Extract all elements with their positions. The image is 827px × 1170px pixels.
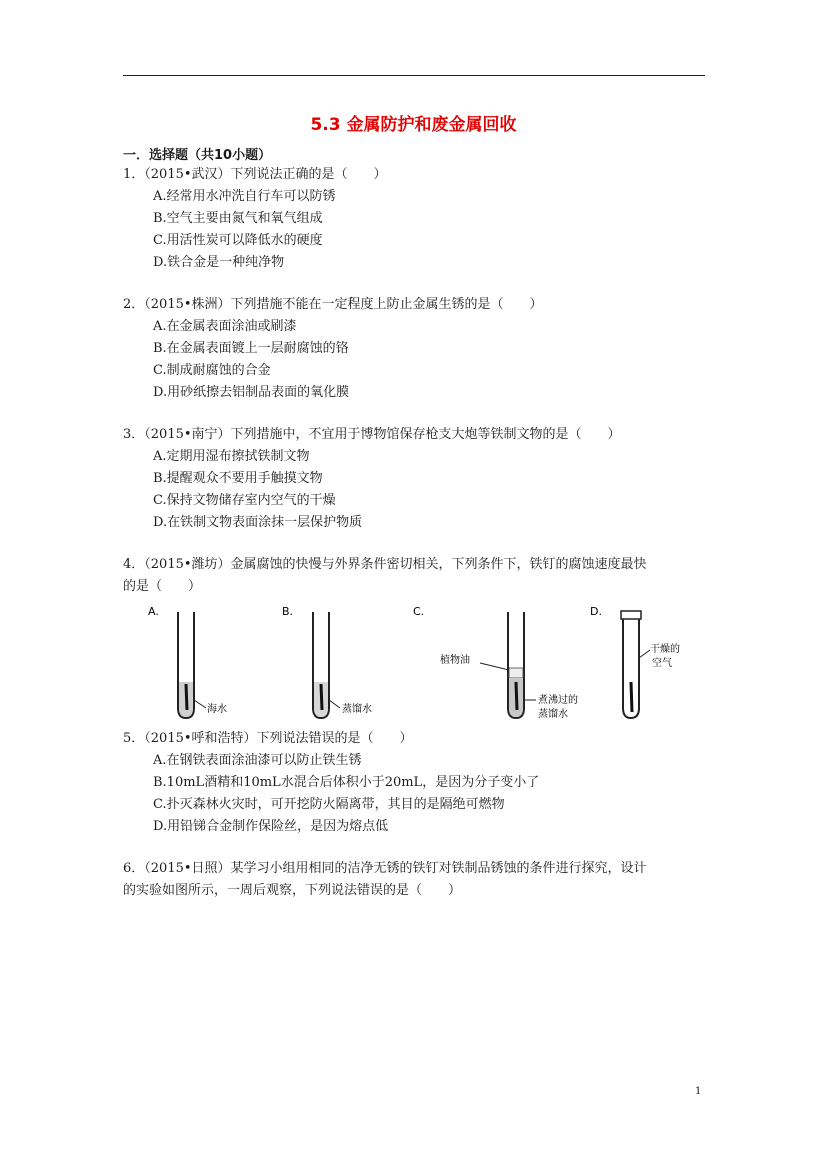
question-1-option-d: D.铁合金是一种纯净物 (153, 255, 285, 270)
iron-nail-d (631, 682, 632, 712)
question-1-stem: 1．（2015•武汉）下列说法正确的是（ ） (123, 167, 387, 182)
figure-label-b: B. (282, 605, 294, 618)
test-tube-c (480, 612, 536, 718)
question-2-option-d: D.用砂纸擦去铝制品表面的氧化膜 (153, 385, 350, 400)
iron-nail-b (321, 684, 322, 710)
test-tube-a (178, 612, 206, 718)
label-seawater: 海水 (207, 704, 227, 715)
label-boiled-distilled-water-1: 煮沸过的 (538, 695, 578, 706)
stopper-icon (621, 611, 641, 619)
page-number: 1 (695, 1086, 702, 1097)
question-3-option-b: B.提醒观众不要用手触摸文物 (153, 471, 323, 486)
section-heading: 一．选择题（共10小题） (123, 148, 272, 163)
question-5-stem: 5．（2015•呼和浩特）下列说法错误的是（ ） (123, 731, 413, 746)
question-3-option-d: D.在铁制文物表面涂抹一层保护物质 (153, 515, 363, 530)
question-3-option-c: C.保持文物储存室内空气的干燥 (153, 493, 336, 508)
question-4-stem-line-1: 4．（2015•潍坊）金属腐蚀的快慢与外界条件密切相关，下列条件下，铁钉的腐蚀速度最快 (123, 557, 647, 572)
question-1-option-b: B.空气主要由氮气和氧气组成 (153, 211, 323, 226)
question-6-stem-line-2: 的实验如图所示，一周后观察，下列说法错误的是（ ） (123, 883, 462, 898)
question-2-option-c: C.制成耐腐蚀的合金 (153, 363, 271, 378)
label-boiled-distilled-water-2: 蒸馏水 (538, 709, 568, 720)
question-2-option-a: A.在金属表面涂油或刷漆 (153, 319, 297, 334)
question-5-option-c: C.扑灭森林火灾时，可开挖防火隔离带，其目的是隔绝可燃物 (153, 797, 505, 812)
page-title: 5.3 金属防护和废金属回收 (310, 115, 517, 135)
question-1-option-c: C.用活性炭可以降低水的硬度 (153, 233, 323, 248)
figure-label-d: D. (590, 605, 602, 618)
question-5-option-b: B.10mL酒精和10mL水混合后体积小于20mL，是因为分子变小了 (153, 775, 540, 790)
figure-label-a: A. (148, 605, 159, 618)
iron-nail-c (516, 682, 517, 710)
question-6-stem-line-1: 6．（2015•日照）某学习小组用相同的洁净无锈的铁钉对铁制品锈蚀的条件进行探究，设计 (123, 861, 647, 876)
figure-label-c: C. (413, 605, 425, 618)
question-4-stem-line-2: 的是（ ） (123, 579, 202, 594)
question-2-option-b: B.在金属表面镀上一层耐腐蚀的铬 (153, 341, 349, 356)
header-rule (123, 75, 705, 76)
question-3-option-a: A.定期用湿布擦拭铁制文物 (153, 449, 310, 464)
label-dry-air-1: 干燥的 (650, 644, 680, 655)
label-distilled-water: 蒸馏水 (342, 704, 372, 715)
test-tube-figure (140, 600, 700, 725)
question-2-stem: 2．（2015•株洲）下列措施不能在一定程度上防止金属生锈的是（ ） (123, 297, 543, 312)
label-dry-air-2: 空气 (652, 658, 672, 669)
question-5-option-a: A.在钢铁表面涂油漆可以防止铁生锈 (153, 753, 362, 768)
question-1-option-a: A.经常用水冲洗自行车可以防锈 (153, 189, 336, 204)
test-tube-b (313, 612, 340, 718)
question-5-option-d: D.用铅锑合金制作保险丝，是因为熔点低 (153, 819, 389, 834)
test-tube-d (621, 611, 650, 718)
question-3-stem: 3．（2015•南宁）下列措施中，不宜用于博物馆保存枪支大炮等铁制文物的是（ ） (123, 427, 621, 442)
iron-nail-a (186, 684, 187, 710)
label-vegetable-oil: 植物油 (440, 655, 470, 666)
